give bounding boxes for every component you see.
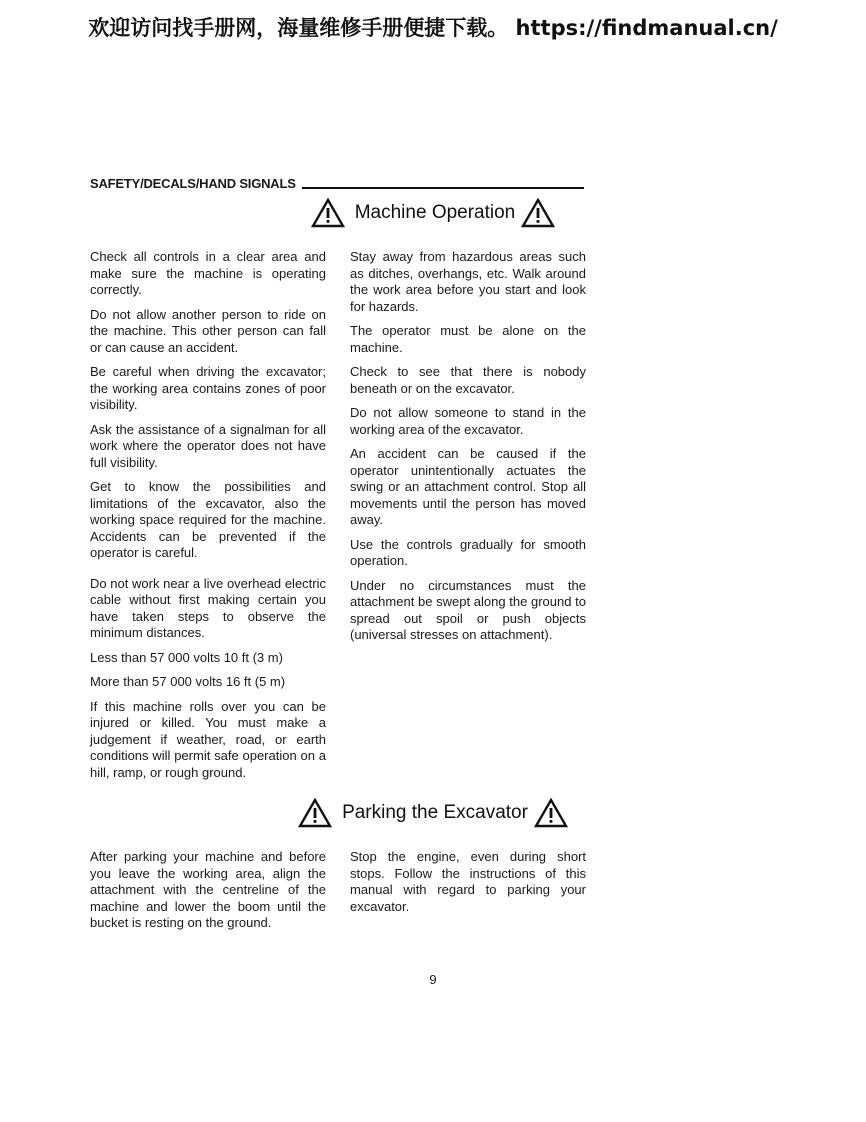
parking-right-column: [350, 849, 586, 923]
paragraph: Check all controls in a clear area and make sure the machine is operating correctly.: [90, 249, 326, 297]
section-header-rule: [302, 187, 584, 189]
paragraph: The operator must be alone on the machine.: [350, 323, 586, 355]
paragraph: An accident can be caused if the operator unintentionally actuates the swing or an attachment control. Stop all movements until the person has moved away.: [350, 446, 586, 527]
paragraph: Do not allow another person to ride on the machine. This other person can fall or can cause an accident.: [90, 306, 326, 355]
paragraph: Stop the engine, even during short stops. Follow the instructions of this manual with regard to parking your excavator.: [350, 849, 586, 914]
paragraph: Do not allow someone to stand in the working area of the excavator.: [350, 405, 586, 437]
warning-triangle-icon: [521, 198, 555, 228]
warning-triangle-icon: [534, 798, 568, 828]
paragraph: After parking your machine and before you leave the working area, align the attachment with the centreline of the machine and lower the boom until the bucket is resting on the ground.: [90, 849, 326, 930]
parking-heading: [0, 798, 866, 828]
paragraph: Be careful when driving the excavator; the working area contains zones of poor visibility.: [90, 364, 326, 412]
parking-left-column: [90, 849, 326, 940]
paragraph: Get to know the possibilities and limitations of the excavator, also the working space required for the machine. Accidents can be prevented if the operator is careful.: [90, 479, 326, 560]
section-header: [90, 176, 584, 191]
machine-operation-title: Machine Operation: [354, 202, 516, 223]
paragraph: Under no circumstances must the attachment be swept along the ground to spread out spoil or push objects (universal stresses on attachment).: [350, 577, 586, 642]
warning-triangle-icon: [311, 198, 345, 228]
page-number: 9: [429, 972, 437, 987]
paragraph: Ask the assistance of a signalman for all work where the operator does not have full visibility.: [90, 421, 326, 470]
parking-title: Parking the Excavator: [342, 802, 528, 823]
paragraph: Less than 57 000 volts 10 ft (3 m): [90, 649, 283, 665]
section-header-label: SAFETY/DECALS/HAND SIGNALS: [90, 176, 296, 191]
warning-triangle-icon: [298, 798, 332, 828]
paragraph: Use the controls gradually for smooth operation.: [350, 536, 586, 568]
paragraph: If this machine rolls over you can be injured or killed. You must make a judgement if weather, road, or earth conditions will permit safe operation on a hill, ramp, or rough ground.: [90, 698, 326, 780]
machine-operation-right-column: [350, 249, 586, 652]
paragraph: More than 57 000 volts 16 ft (5 m): [90, 674, 286, 689]
paragraph: Do not work near a live overhead electric cable without first making certain you have taken steps to observe the minimum distances.: [90, 575, 326, 640]
paragraph: Check to see that there is nobody beneath or on the excavator.: [350, 364, 586, 396]
paragraph: Stay away from hazardous areas such as ditches, overhangs, etc. Walk around the work area before you start and look for hazards.: [350, 249, 586, 314]
machine-operation-left-column: [90, 249, 326, 789]
download-banner: 欢迎访问找手册网，海量维修手册便捷下载。 https://findmanual.cn/: [88, 16, 778, 40]
machine-operation-heading: [0, 198, 866, 228]
